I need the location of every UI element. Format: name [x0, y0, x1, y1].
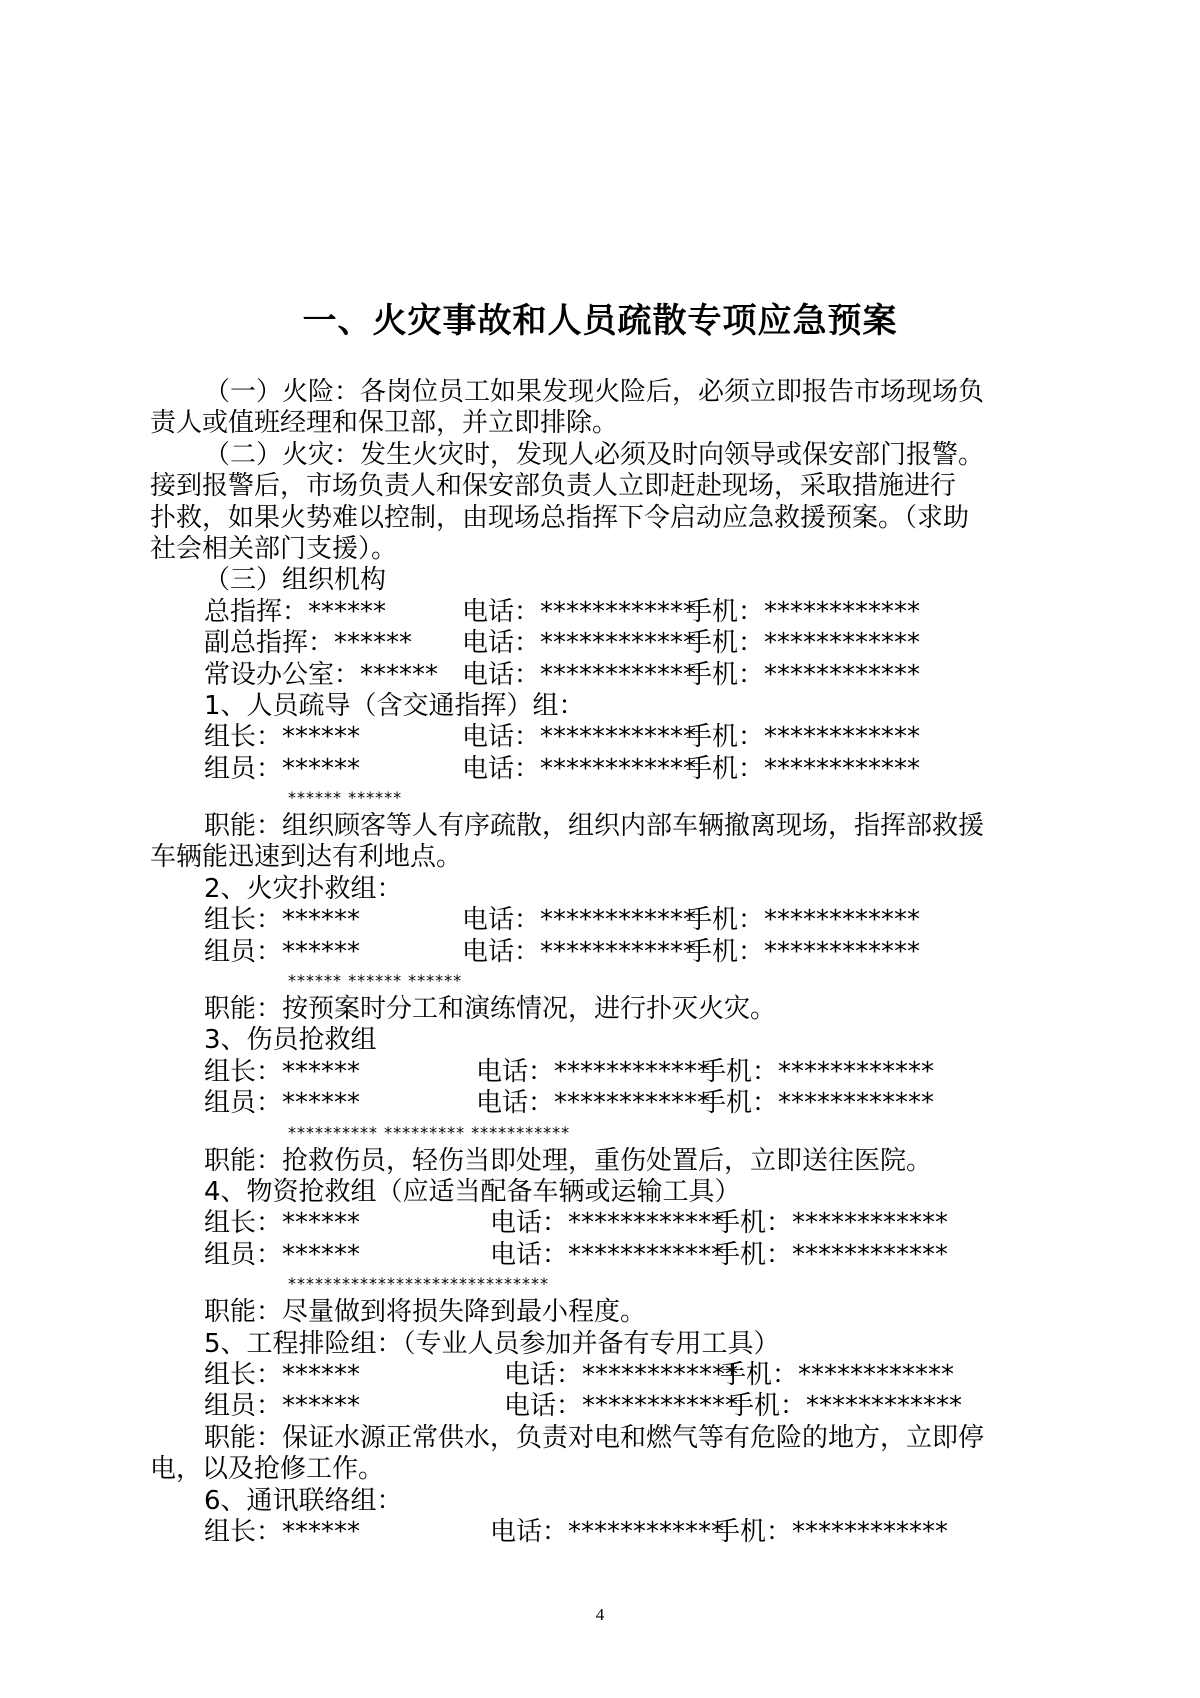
- member-phone: 电话：************: [504, 1391, 739, 1422]
- page-title: 一、火灾事故和人员疏散专项应急预案: [302, 301, 898, 341]
- leader-phone: 电话：************: [490, 1208, 725, 1239]
- group-leader-row: [150, 1517, 1050, 1548]
- member-mobile: 手机：************: [686, 936, 921, 967]
- group-heading: 2、火灾扑救组：: [204, 873, 403, 904]
- leader-label: 组长：******: [204, 722, 361, 753]
- leader-phone: 电话：************: [504, 1359, 739, 1390]
- group-extra-members: ****** ******: [288, 788, 403, 808]
- leader-label: 组长：******: [204, 905, 361, 936]
- leader-label: 组长：******: [204, 1516, 361, 1547]
- org-phone: 电话：************: [462, 596, 697, 627]
- member-label: 组员：******: [204, 1088, 361, 1119]
- leader-mobile: 手机：************: [714, 1516, 949, 1547]
- org-row: [150, 597, 1050, 628]
- group-member-row: [150, 754, 1050, 785]
- group-leader-row: [150, 905, 1050, 936]
- org-mobile: 手机：************: [686, 659, 921, 690]
- group-extra-members: ****** ****** ******: [288, 971, 463, 991]
- group-member-row: [150, 1240, 1050, 1271]
- group-heading: 4、物资抢救组（应适当配备车辆或运输工具）: [204, 1176, 741, 1207]
- member-label: 组员：******: [204, 936, 361, 967]
- paragraph-fire-risk-line1: （一）火险：各岗位员工如果发现火险后，必须立即报告市场现场负: [204, 377, 985, 407]
- leader-phone: 电话：************: [462, 722, 697, 753]
- group-heading: 5、工程排险组：（专业人员参加并备有专用工具）: [204, 1328, 780, 1359]
- paragraph-fire-line3: 扑救，如果火势难以控制，由现场总指挥下令启动应急救援预案。（求助: [150, 502, 970, 533]
- org-row: [150, 628, 1050, 659]
- group-duty-line1: 职能：组织顾客等人有序疏散，组织内部车辆撤离现场，指挥部救援: [204, 811, 985, 842]
- group-leader-row: [150, 722, 1050, 753]
- paragraph-fire-line2: 接到报警后，市场负责人和保安部负责人立即赶赴现场，采取措施进行: [150, 471, 957, 502]
- group-member-row: [150, 1088, 1050, 1119]
- group-duty-line1: 职能：保证水源正常供水，负责对电和燃气等有危险的地方，立即停: [204, 1422, 985, 1453]
- group-duty-line2: 电，以及抢修工作。: [150, 1454, 385, 1485]
- member-mobile: 手机：************: [714, 1239, 949, 1270]
- member-label: 组员：******: [204, 1391, 361, 1422]
- group-heading: 1、人员疏导（含交通指挥）组：: [204, 690, 585, 721]
- page-number: 4: [595, 1605, 605, 1624]
- leader-label: 组长：******: [204, 1359, 361, 1390]
- leader-phone: 电话：************: [490, 1516, 725, 1547]
- paragraph-fire-risk-line2: 责人或值班经理和保卫部，并立即排除。: [150, 408, 619, 439]
- member-label: 组员：******: [204, 753, 361, 784]
- paragraph-fire-line4: 社会相关部门支援）。: [150, 533, 398, 564]
- leader-mobile: 手机：************: [700, 1056, 935, 1087]
- group-leader-row: [150, 1057, 1050, 1088]
- leader-mobile: 手机：************: [686, 905, 921, 936]
- leader-phone: 电话：************: [476, 1056, 711, 1087]
- group-extra-members: *****************************: [288, 1274, 549, 1294]
- leader-label: 组长：******: [204, 1056, 361, 1087]
- leader-phone: 电话：************: [462, 905, 697, 936]
- member-phone: 电话：************: [462, 936, 697, 967]
- leader-label: 组长：******: [204, 1208, 361, 1239]
- org-phone: 电话：************: [462, 628, 697, 659]
- paragraph-organization: （三）组织机构: [204, 565, 387, 596]
- org-row: [150, 660, 1050, 691]
- group-extra-members: ********** ********* ***********: [288, 1122, 571, 1142]
- leader-mobile: 手机：************: [714, 1208, 949, 1239]
- group-leader-row: [150, 1208, 1050, 1239]
- member-mobile: 手机：************: [728, 1391, 963, 1422]
- group-member-row: [150, 937, 1050, 968]
- member-phone: 电话：************: [476, 1088, 711, 1119]
- org-phone: 电话：************: [462, 659, 697, 690]
- member-mobile: 手机：************: [700, 1088, 935, 1119]
- member-label: 组员：******: [204, 1239, 361, 1270]
- member-mobile: 手机：************: [686, 753, 921, 784]
- group-duty-line1: 职能：抢救伤员，轻伤当即处理，重伤处置后，立即送往医院。: [204, 1145, 933, 1176]
- group-leader-row: [150, 1360, 1050, 1391]
- group-duty-line1: 职能：按预案时分工和演练情况，进行扑灭火灾。: [204, 994, 777, 1025]
- group-member-row: [150, 1391, 1050, 1422]
- group-heading: 3、伤员抢救组: [204, 1025, 377, 1056]
- group-heading: 6、通讯联络组：: [204, 1485, 403, 1516]
- document-body: [150, 377, 1050, 1548]
- member-phone: 电话：************: [462, 753, 697, 784]
- org-mobile: 手机：************: [686, 628, 921, 659]
- leader-mobile: 手机：************: [720, 1359, 955, 1390]
- leader-mobile: 手机：************: [686, 722, 921, 753]
- group-duty-line1: 职能：尽量做到将损失降到最小程度。: [204, 1297, 647, 1328]
- org-label: 副总指挥：******: [204, 628, 413, 659]
- org-label: 总指挥：******: [204, 596, 387, 627]
- group-duty-line2: 车辆能迅速到达有利地点。: [150, 842, 463, 873]
- member-phone: 电话：************: [490, 1239, 725, 1270]
- org-label: 常设办公室：******: [204, 659, 439, 690]
- org-mobile: 手机：************: [686, 596, 921, 627]
- paragraph-fire-line1: （二）火灾：发生火灾时，发现人必须及时向领导或保安部门报警。: [204, 439, 985, 470]
